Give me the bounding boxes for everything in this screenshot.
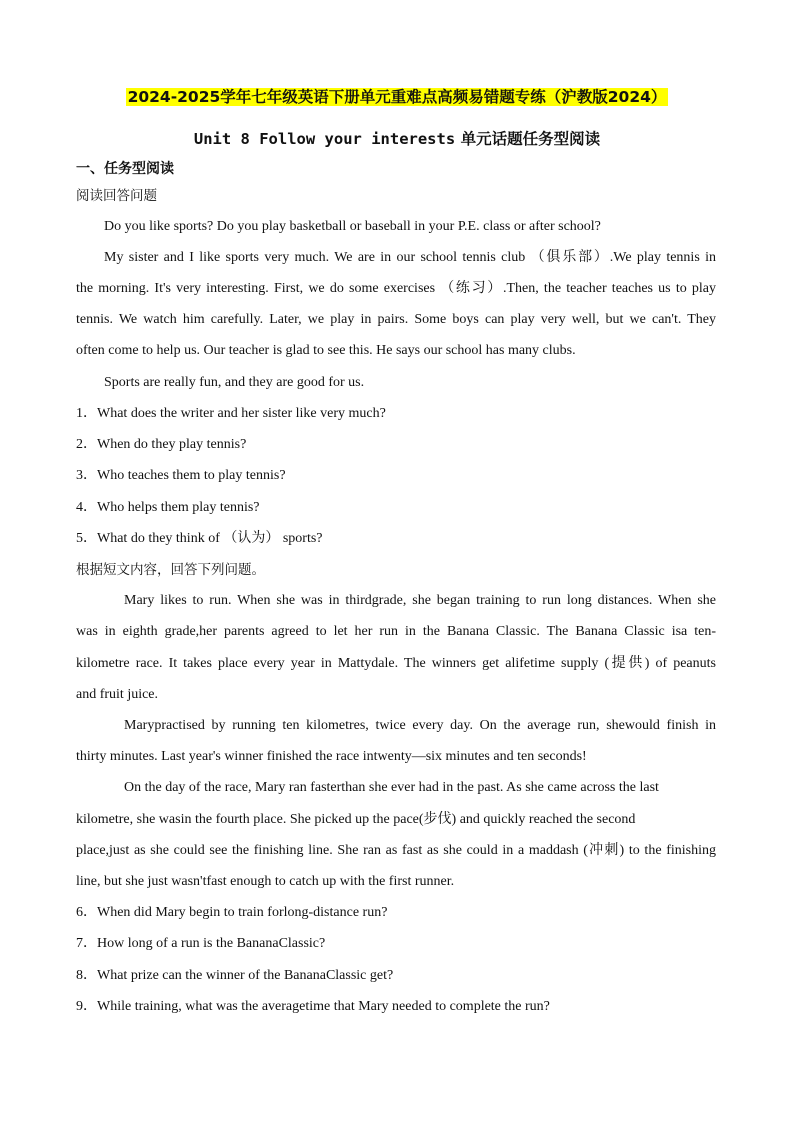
document-title xyxy=(0,86,794,108)
question-item: 7．How long of a run is the BananaClassic? xyxy=(76,936,326,951)
passage2-line: Marypractised by running ten kilometres, twice every day. On the average run, shewould finish in xyxy=(124,718,716,733)
question-item: 3．Who teaches them to play tennis? xyxy=(76,468,286,483)
passage2-line: thirty minutes. Last year's winner finished the race intwenty—six minutes and ten seconds! xyxy=(76,749,587,764)
question-item: 8．What prize can the winner of the BananaClassic get? xyxy=(76,968,394,983)
question-item: 2．When do they play tennis? xyxy=(76,437,247,452)
section2-instruction: 根据短文内容，回答下列问题。 xyxy=(76,562,265,578)
passage2-line: and fruit juice. xyxy=(76,687,159,702)
passage1-line: the morning. It's very interesting. First, we do some exercises （练习）.Then, the teacher teaches us to play xyxy=(76,281,716,296)
question-item: 1．What does the writer and her sister like very much? xyxy=(76,406,386,421)
passage2-line: Mary likes to run. When she was in thirdgrade, she began training to run long distances. When she xyxy=(124,593,716,608)
question-item: 4．Who helps them play tennis? xyxy=(76,500,260,515)
passage1-line: tennis. We watch him carefully. Later, we play in pairs. Some boys can play very well, but we can't. They xyxy=(76,312,716,327)
document-title-text: 2024-2025学年七年级英语下册单元重难点高频易错题专练（沪教版2024） xyxy=(127,88,667,106)
passage1-line: My sister and I like sports very much. We are in our school tennis club （俱乐部）.We play tennis in xyxy=(104,250,716,265)
passage1-line: Sports are really fun, and they are good for us. xyxy=(104,375,365,390)
passage2-line: line, but she just wasn'tfast enough to catch up with the first runner. xyxy=(76,874,455,889)
question-item: 6．When did Mary begin to train forlong-distance run? xyxy=(76,905,388,920)
passage2-line: kilometre, she wasin the fourth place. She picked up the pace(步伐) and quickly reached the second xyxy=(76,812,636,827)
passage2-line: place,just as she could see the finishing line. She ran as fast as she could in a maddash (冲刺) to the finishing xyxy=(76,843,716,858)
section1-instruction: 阅读回答问题 xyxy=(76,188,157,204)
unit-subtitle xyxy=(0,128,794,150)
section-heading: 一、任务型阅读 xyxy=(76,161,174,177)
question-item: 5．What do they think of （认为） sports? xyxy=(76,531,323,546)
passage1-line: Do you like sports? Do you play basketball or baseball in your P.E. class or after school? xyxy=(104,219,601,234)
passage2-line: kilometre race. It takes place every year in Mattydale. The winners get alifetime supply (提供) of peanuts xyxy=(76,656,716,671)
unit-subtitle-cn: 单元话题任务型阅读 xyxy=(455,130,601,148)
unit-subtitle-en: Unit 8 Follow your interests xyxy=(193,130,456,148)
passage1-line: often come to help us. Our teacher is glad to see this. He says our school has many clubs. xyxy=(76,343,576,358)
passage2-line: On the day of the race, Mary ran fasterthan she ever had in the past. As she came across the last xyxy=(124,780,659,795)
passage2-line: was in eighth grade,her parents agreed to let her run in the Banana Classic. The Banana Classic isa ten- xyxy=(76,624,716,639)
question-item: 9．While training, what was the averagetime that Mary needed to complete the run? xyxy=(76,999,550,1014)
